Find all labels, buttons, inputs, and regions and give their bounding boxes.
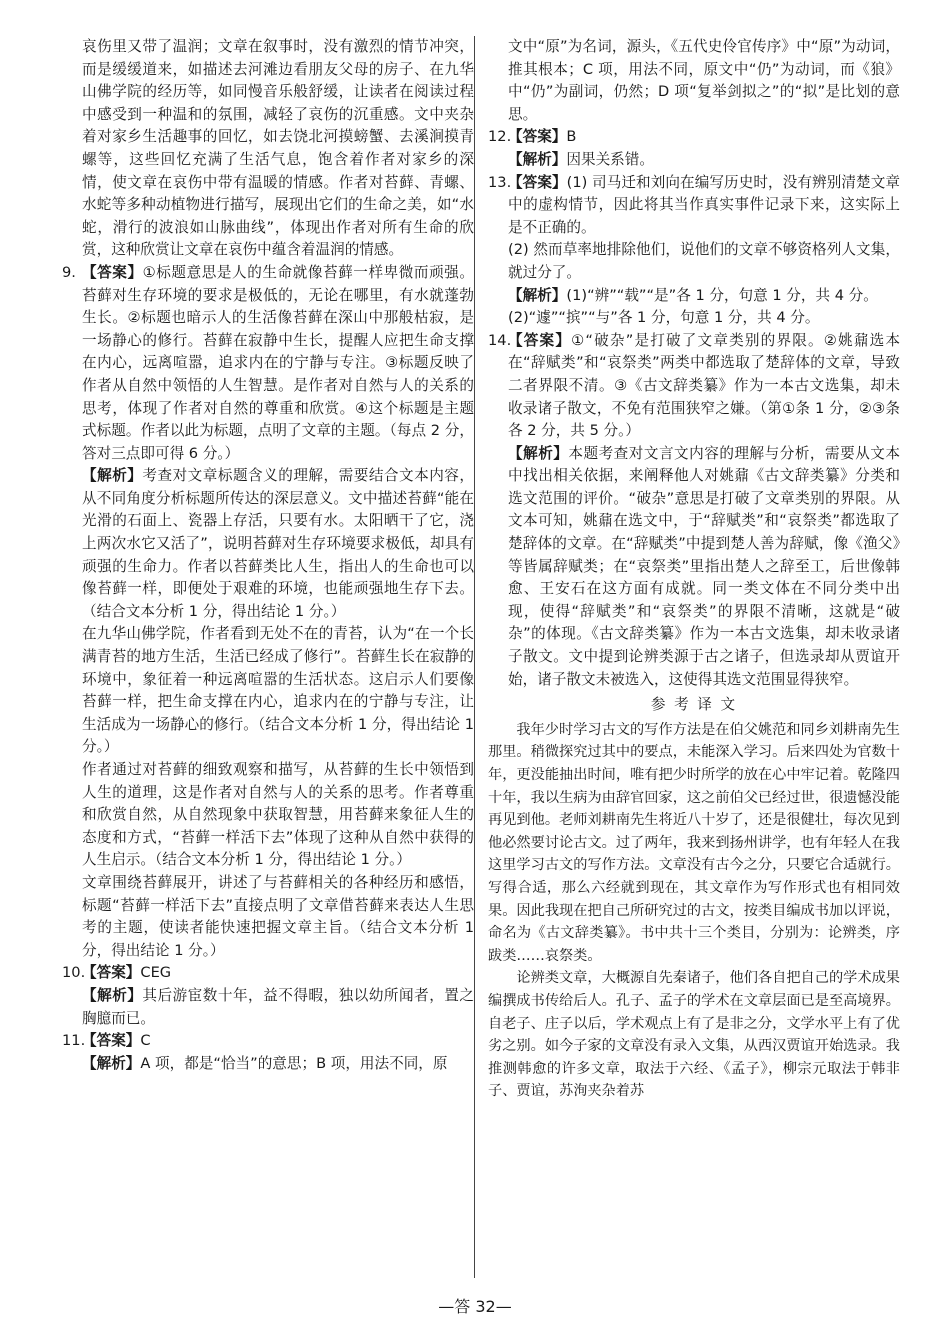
question-number: 9. xyxy=(62,263,76,281)
analysis-text: 考查对文章标题含义的理解，需要结合文本内容，从不同角度分析标题所传达的深层意义。文中描述苔藓“能在光滑的石面上、瓷器上存活，只要有水。太阳晒干了它，浇上两次水它又活了”，说明苔藓对生存环境要求极低，却具有顽强的生命力。作者以苔藓类比人生，指出人的生命也可以像苔藓一样，即便处于艰难的环境，也能顽强地生存下去。（结合文本分析 1 分，得出结论 1 分。） xyxy=(82,467,474,620)
q11-answer xyxy=(82,1030,474,1053)
answer-tag: 【答案】 xyxy=(508,173,567,191)
page-number: —答 32— xyxy=(438,1297,512,1316)
column-divider xyxy=(474,36,475,1278)
q10-answer xyxy=(82,962,474,985)
answer-text: ①标题意思是人的生命就像苔藓一样卑微而顽强。苔藓对生存环境的要求是极低的，无论在哪里，有水就蓬勃生长。②标题也暗示人的生活像苔藓在深山中那般枯寂，是一场静心的修行。苔藓在寂静中生长，提醒人应把生命支撑在内心，远离喧嚣，追求内在的宁静与专注。③标题反映了作者从自然中领悟的人生智慧。是作者对自然与人的关系的思考，体现了作者对自然的尊重和欣赏。④这个标题是主题式标题。作者以此为标题，点明了文章的主题。（每点 2 分，答对三点即可得 6 分。） xyxy=(82,263,474,462)
analysis-tag: 【解析】 xyxy=(82,986,143,1004)
question-9 xyxy=(62,262,474,962)
answer-text: B xyxy=(566,128,577,146)
analysis-tag: 【解析】 xyxy=(82,1054,141,1072)
answer-tag: 【答案】 xyxy=(82,1032,141,1050)
q11-analysis xyxy=(82,1053,474,1076)
question-number: 14. xyxy=(488,331,512,349)
analysis-text: 因果关系错。 xyxy=(566,150,654,168)
q12-answer xyxy=(508,126,900,149)
q9-analysis xyxy=(82,465,474,623)
answer-tag: 【答案】 xyxy=(82,263,143,281)
answer-text: C xyxy=(140,1032,151,1050)
answer-tag: 【答案】 xyxy=(82,964,141,982)
right-column xyxy=(488,36,900,1103)
q8-continuation: 哀伤里又带了温润；文章在叙事时，没有激烈的情节冲突，而是缓缓道来，如描述去河滩边看朋友父母的房子、在九华山佛学院的经历等，如同慢音乐般舒缓，让读者在阅读过程中感受到一种温和的氛围，减轻了哀伤的沉重感。文中夹杂着对家乡生活趣事的回忆，如去饶北河摸螃蟹、去溪涧摸青螺等，这些回忆充满了生活气息，饱含着作者对家乡的深情，使文章在哀伤中带有温暖的情感。作者对苔藓、青螺、水蛇等多种动植物进行描写，展现出它们的生命之美，如“水蛇，滑行的波浪如山脉曲线”，体现出作者对所有生命的欣赏，这种欣赏让文章在哀伤中蕴含着温润的情感。 xyxy=(82,38,474,259)
q14-analysis xyxy=(508,443,900,692)
q10-analysis xyxy=(82,985,474,1030)
translation-para-2: 论辨类文章，大概源自先秦诸子，他们各自把自己的学术成果编撰成书传给后人。孔子、孟子的学术在文章层面已是至高境界。自老子、庄子以后，学术观点上有了是非之分，文学水平上有了优劣之别。如今子家的文章没有录入文集，从西汉贾谊开始选录。我推测韩愈的许多文章，取法于六经、《孟子》，柳宗元取法于韩非子、贾谊，苏洵夹杂着苏 xyxy=(488,970,900,1100)
answer-tag: 【答案】 xyxy=(508,128,567,146)
analysis-text: 本题考查对文言文内容的理解与分析，需要从文本中找出相关依据，来阐释他人对姚鼐《古文辞类纂》分类和选文范围的评价。“破杂”意思是打破了文章类别的界限。从文本可知，姚鼐在选文中，于“辞赋类”和“哀祭类”都选取了楚辞体的文章。在“辞赋类”中提到楚人善为辞赋，像《渔父》等皆属辞赋类；在“哀祭类”里指出楚人之辞至工，后世像韩愈、王安石在这方面有成就。同一类文体在不同分类中出现，使得“辞赋类”和“哀祭类”的界限不清晰，这就是“破杂”的体现。《古文辞类纂》作为一本古文选集，却未收录诸子散文。文中提到论辨类源于古之诸子，但选录却从贾谊开始，诸子散文未被选入，这使得其选文范围显得狭窄。 xyxy=(508,444,900,688)
q9-analysis-para4: 文章围绕苔藓展开，讲述了与苔藓相关的各种经历和感悟，标题“苔藓一样活下去”直接点明了文章借苔藓来表达人生思考的主题，使读者能快速把握文章主旨。（结合文本分析 1 分，得出结论 1 分。） xyxy=(82,873,474,959)
left-column xyxy=(62,36,474,1075)
q9-analysis-para3: 作者通过对苔藓的细致观察和描写，从苔藓的生长中领悟到人生的道理，这是作者对自然与人的关系的思考。作者尊重和欣赏自然，从自然现象中获取智慧，用苔藓来象征人生的态度和方式，“苔藓一样活下去”体现了这种从自然中获得的人生启示。（结合文本分析 1 分，得出结论 1 分。） xyxy=(82,761,474,869)
question-number: 13. xyxy=(488,173,512,191)
question-12 xyxy=(488,126,900,171)
q13-analysis-1 xyxy=(508,285,900,308)
analysis-tag: 【解析】 xyxy=(508,444,569,462)
q13-analysis-2: (2)“遽”“摈”“与”各 1 分，句意 1 分，共 4 分。 xyxy=(508,309,820,327)
translation-para-1: 我年少时学习古文的写作方法是在伯父姚范和同乡刘耕南先生那里。稍微探究过其中的要点，未能深入学习。后来四处为官数十年，更没能抽出时间，唯有把少时所学的放在心中牢记着。乾隆四十年，我以生病为由辞官回家，这之前伯父已经过世，很遗憾没能再见到他。老师刘耕南先生将近八十岁了，还是很健壮，每次见到他必然要讨论古文。过了两年，我来到扬州讲学，也有年轻人在我这里学习古文的写作方法。文章没有古今之分，只要它合适就行。写得合适，那么六经就到现在，其文章作为写作形式也有相同效果。因此我现在把自己所研究过的古文，按类目编成书加以评说，命名为《古文辞类纂》。书中共十三个类目，分别为：论辨类，序跋类……哀祭类。 xyxy=(488,721,900,964)
q11-continuation: 文中“原”为名词，源头，《五代史伶官传序》中“原”为动词，推其根本；C 项，用法不同，原文中“仍”为动词，而《狼》中“仍”为副词，仍然；D 项“复举剑拟之”的“拟”是比划的意思。 xyxy=(508,38,900,123)
answer-tag: 【答案】 xyxy=(508,331,572,349)
q9-answer xyxy=(82,262,474,465)
question-number: 10. xyxy=(62,964,86,982)
q13-answer-1 xyxy=(508,172,900,240)
answer-text: ①“破杂”是打破了文章类别的界限。②姚鼐选本在“辞赋类”和“哀祭类”两类中都选取了楚辞体的文章，导致二者界限不清。③《古文辞类纂》作为一本古文选集，却未收录诸子散文，不免有范围狭窄之嫌。（第①条 1 分，②③条各 2 分，共 5 分。） xyxy=(508,331,900,440)
question-14 xyxy=(488,330,900,692)
question-13 xyxy=(488,172,900,330)
answer-text: CEG xyxy=(140,964,172,982)
q14-answer xyxy=(508,330,900,443)
question-number: 11. xyxy=(62,1032,86,1050)
q12-analysis xyxy=(508,149,900,172)
analysis-tag: 【解析】 xyxy=(508,286,567,304)
analysis-tag: 【解析】 xyxy=(508,150,567,168)
q9-analysis-para2: 在九华山佛学院，作者看到无处不在的青苔，认为“在一个长满青苔的地方生活，生活已经成了修行”。苔藓生长在寂静的环境中，象征着一种远离喧嚣的生活状态。这启示人们要像苔藓一样，把生命支撑在内心，追求内在的宁静与专注，让生活成为一场静心的修行。（结合文本分析 1 分，得出结论 1 分。） xyxy=(82,625,474,756)
question-11 xyxy=(62,1030,474,1075)
answer-text: (1) 司马迁和刘向在编写历史时，没有辨别清楚文章中的虚构情节，因此将其当作真实事件记录下来，这实际上是不正确的。 xyxy=(508,173,900,236)
question-10 xyxy=(62,962,474,1030)
analysis-text: 其后游宦数十年，益不得暇，独以幼所闻者，置之胸臆而已。 xyxy=(82,986,474,1027)
analysis-text: A 项，都是“恰当”的意思；B 项，用法不同，原 xyxy=(140,1054,448,1072)
q13-answer-2: (2) 然而草率地排除他们，说他们的文章不够资格列人文集，就过分了。 xyxy=(508,241,900,281)
analysis-tag: 【解析】 xyxy=(82,467,143,485)
translation-heading: 参 考 译 文 xyxy=(650,696,738,714)
question-number: 12. xyxy=(488,128,512,146)
analysis-text: (1)“辨”“载”“是”各 1 分，句意 1 分，共 4 分。 xyxy=(566,286,878,304)
